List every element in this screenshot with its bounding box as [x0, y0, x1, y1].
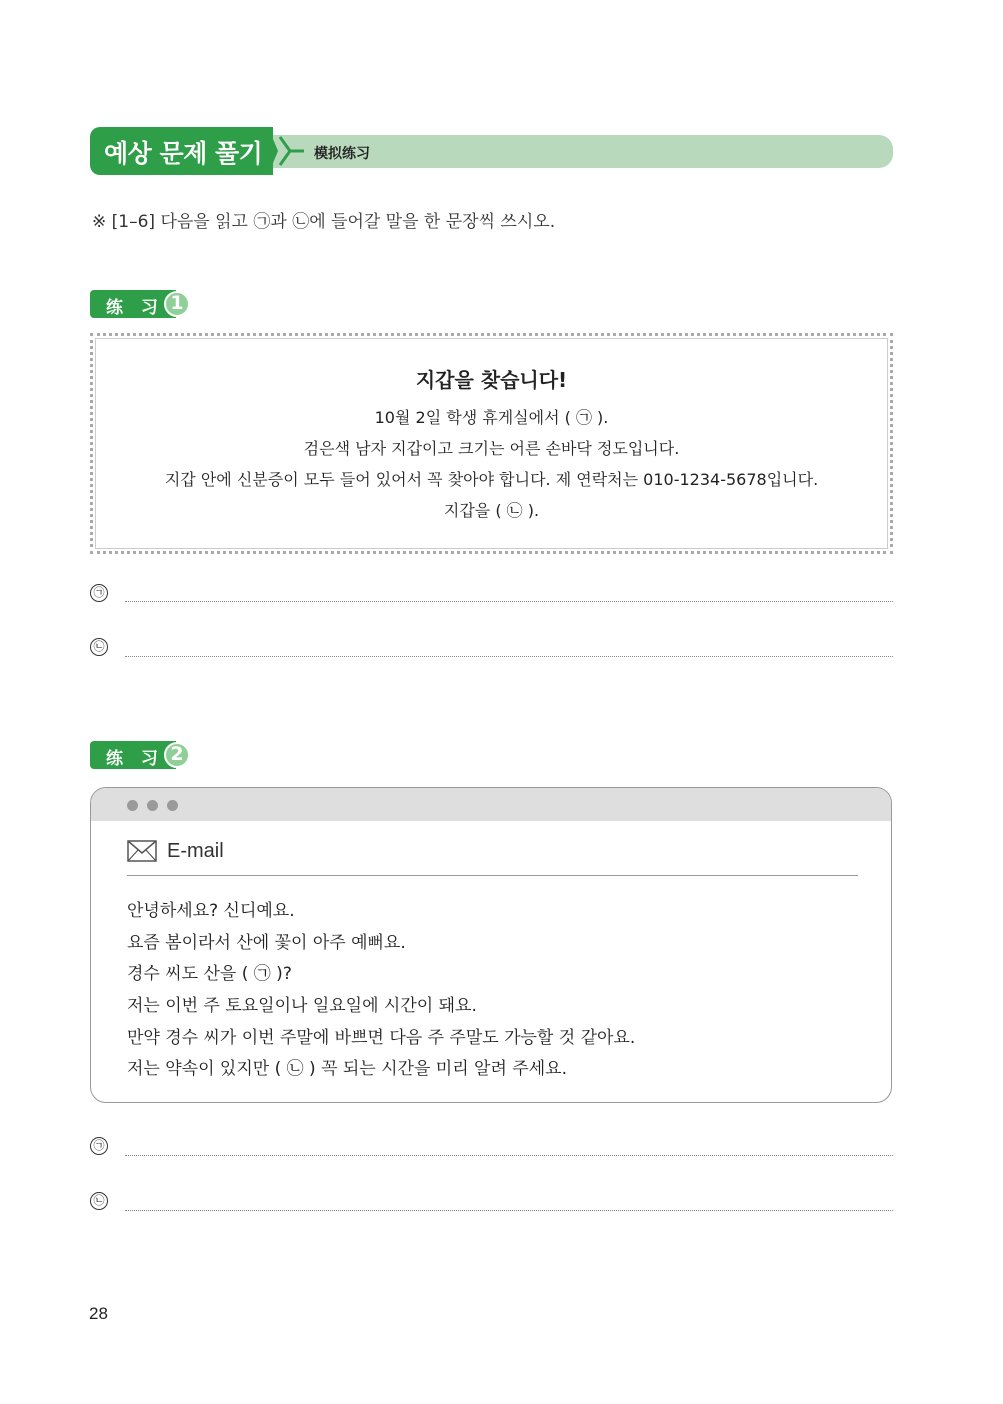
practice-number: 1 — [170, 292, 184, 314]
email-line-5: 만약 경수 씨가 이번 주말에 바쁘면 다음 주 주말도 가능할 것 같아요. — [127, 1028, 636, 1048]
answer-marker-a: ㉠ — [90, 584, 108, 602]
practice-tag-label: 练 习 — [106, 298, 164, 318]
practice-tag-label: 练 习 — [106, 749, 164, 769]
practice-tag-1 — [90, 290, 190, 318]
envelope-icon — [127, 840, 157, 862]
notice-title: 지갑을 찾습니다! — [415, 368, 568, 392]
answer-marker-a: ㉠ — [90, 1137, 108, 1155]
notice-line-3: 지갑 안에 신분증이 모두 들어 있어서 꼭 찾아야 합니다. 제 연락처는 010-1234-5678입니다. — [164, 470, 819, 489]
email-line-3: 경수 씨도 산을 ( ㉠ )? — [127, 964, 292, 984]
page-number: 28 — [89, 1304, 108, 1323]
email-line-1: 안녕하세요? 신디예요. — [127, 901, 295, 921]
section-title: 예상 문제 풀기 — [104, 139, 263, 168]
email-titlebar — [91, 788, 891, 821]
instruction-text: ※ [1–6] 다음을 읽고 ㉠과 ㉡에 들어갈 말을 한 문장씩 쓰시오. — [92, 212, 556, 232]
notice-line-2: 검은색 남자 지갑이고 크기는 어른 손바닥 정도입니다. — [303, 439, 680, 458]
email-title: E-mail — [167, 840, 224, 862]
section-subtitle: 模拟练习 — [314, 146, 370, 162]
window-dot-icon — [147, 800, 158, 811]
answer-marker-b: ㉡ — [90, 1192, 108, 1210]
email-line-4: 저는 이번 주 토요일이나 일요일에 시간이 돼요. — [127, 996, 477, 1016]
email-line-6: 저는 약속이 있지만 ( ㉡ ) 꼭 되는 시간을 미리 알려 주세요. — [127, 1059, 567, 1079]
answer-line-b[interactable] — [125, 656, 893, 657]
notice-line-4: 지갑을 ( ㉡ ). — [443, 501, 540, 520]
email-window — [90, 787, 892, 1103]
answer-line-a[interactable] — [125, 601, 893, 602]
answer-marker-b: ㉡ — [90, 638, 108, 656]
window-dot-icon — [167, 800, 178, 811]
answer-line-b[interactable] — [125, 1210, 893, 1211]
email-line-2: 요즘 봄이라서 산에 꽃이 아주 예뻐요. — [127, 933, 406, 953]
practice-number: 2 — [170, 743, 184, 765]
email-divider — [127, 875, 858, 876]
answer-line-a[interactable] — [125, 1155, 893, 1156]
practice-tag-2 — [90, 741, 190, 769]
banner-arrow-icon — [268, 127, 308, 175]
window-dot-icon — [127, 800, 138, 811]
notice-line-1: 10월 2일 학생 휴게실에서 ( ㉠ ). — [374, 408, 609, 427]
